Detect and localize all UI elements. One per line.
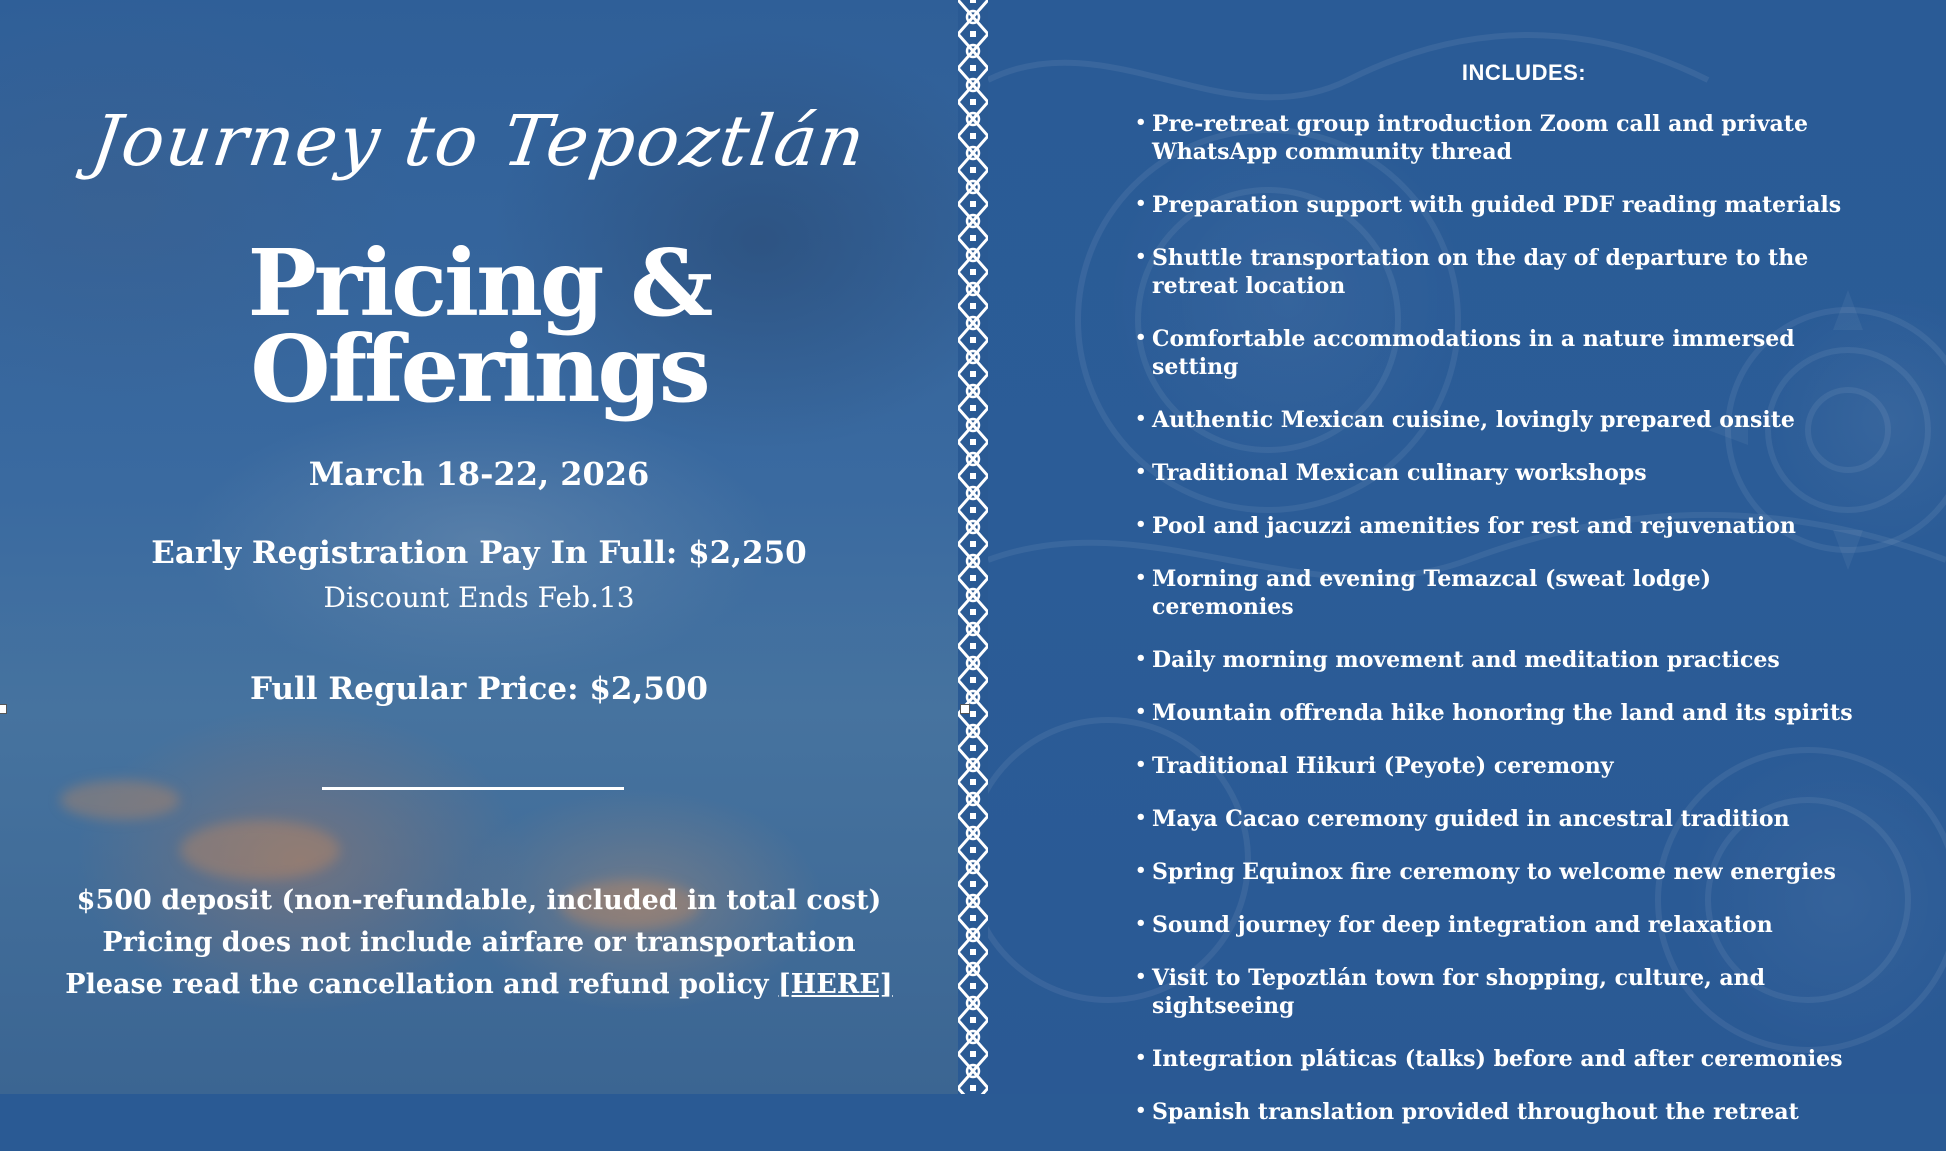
list-item: • Authentic Mexican cuisine, lovingly prepared onsite — [1138, 406, 1858, 434]
list-item: • Visit to Tepoztlán town for shopping, culture, and sightseeing — [1138, 964, 1858, 1020]
divider — [322, 787, 624, 790]
policy-note — [0, 964, 958, 1006]
retreat-dates: March 18-22, 2026 — [308, 455, 650, 493]
list-item: • Maya Cacao ceremony guided in ancestral tradition — [1138, 805, 1858, 833]
discount-deadline: Discount Ends Feb.13 — [323, 581, 635, 614]
page-title-line1: Pricing & — [247, 229, 711, 337]
list-item: • Daily morning movement and meditation practices — [1138, 646, 1858, 674]
list-item: • Shuttle transportation on the day of departure to the retreat location — [1138, 244, 1858, 300]
selection-handle[interactable] — [0, 704, 7, 714]
page-title-line2: Offerings — [250, 315, 708, 423]
pricing-notes — [0, 880, 958, 1006]
list-item: • Pool and jacuzzi amenities for rest and rejuvenation — [1138, 512, 1858, 540]
list-item: • Sound journey for deep integration and relaxation — [1138, 911, 1858, 939]
page-title — [0, 229, 958, 423]
list-item: • Mountain offrenda hike honoring the land and its spirits — [1138, 699, 1858, 727]
list-item: • Preparation support with guided PDF reading materials — [1138, 191, 1858, 219]
early-registration-price: Early Registration Pay In Full: $2,250 — [151, 535, 807, 571]
background-ember — [180, 820, 340, 880]
list-item: • Pre-retreat group introduction Zoom call and private WhatsApp community thread — [1138, 110, 1858, 166]
policy-link[interactable]: [HERE] — [778, 969, 893, 1000]
list-item: • Spanish translation provided throughout the retreat — [1138, 1098, 1858, 1126]
script-title: Journey to Tepoztlán — [86, 100, 872, 182]
includes-heading: INCLUDES: — [1461, 60, 1587, 85]
regular-price: Full Regular Price: $2,500 — [250, 671, 708, 707]
selection-handle[interactable] — [960, 704, 970, 714]
background-ember — [60, 780, 180, 820]
includes-list — [1138, 110, 1858, 1151]
decorative-border — [958, 0, 988, 1094]
list-item: • Traditional Hikuri (Peyote) ceremony — [1138, 752, 1858, 780]
list-item: • Spring Equinox fire ceremony to welcome new energies — [1138, 858, 1858, 886]
border-pattern-icon — [958, 0, 988, 1094]
list-item: • Traditional Mexican culinary workshops — [1138, 459, 1858, 487]
list-item: • Comfortable accommodations in a nature immersed setting — [1138, 325, 1858, 381]
includes-panel — [988, 0, 1946, 1125]
list-item: • Integration pláticas (talks) before and after ceremonies — [1138, 1045, 1858, 1073]
list-item: • Morning and evening Temazcal (sweat lodge) ceremonies — [1138, 565, 1858, 621]
deposit-note: $500 deposit (non-refundable, included in total cost) — [76, 885, 882, 916]
pricing-panel — [0, 0, 958, 1094]
airfare-note: Pricing does not include airfare or transportation — [102, 927, 856, 958]
policy-text: Please read the cancellation and refund policy — [65, 969, 779, 1000]
